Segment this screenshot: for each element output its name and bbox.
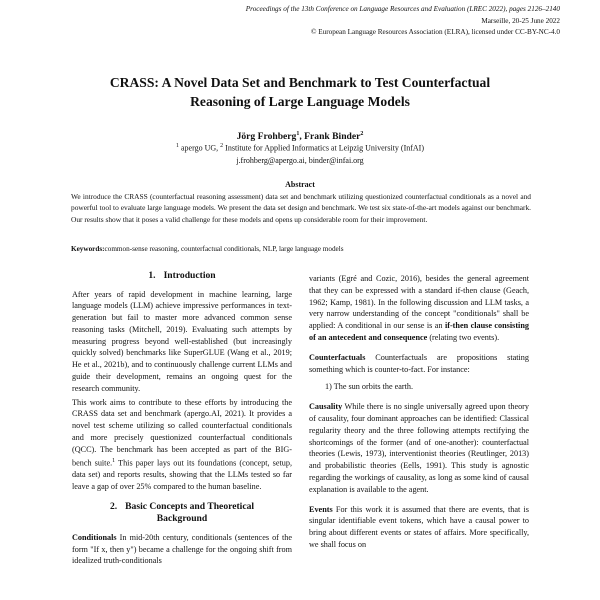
definition-bold: if-then clause consisting of an antecedent and consequence — [309, 321, 529, 342]
author-name: Jörg Frohberg — [236, 131, 297, 143]
right-column — [309, 273, 529, 553]
author-emails: j.frohberg@apergo.ai, binder@infai.org — [236, 155, 364, 165]
author-affil-marker: 1 — [296, 131, 300, 137]
section-title-continued: Background — [156, 513, 208, 525]
conditionals-paragraph — [72, 532, 292, 567]
runin-heading: Events — [309, 504, 333, 514]
intro-paragraph-1: After years of rapid development in machine learning, large language models (LLM) achieve impressive performances in text-generation but fail to master more advanced common sense reasoning tasks (Mitchell, 2019). Evaluating such attempts by measuring progress beyond well-established (but increasingly quickly solved) benchmarks like SuperGLUE (Wang et al., 2019; He et al., 2021b), and to continuously challenge current LLMs and guide their development, remains an ongoing quest for the research community. — [72, 289, 292, 393]
continued-tail: (relating two events). — [427, 332, 500, 342]
counterfactuals-paragraph — [309, 352, 529, 376]
continued-text: variants (Egré and Cozic, 2016), besides the general agreement that they can be expressed with a standard if-then clause (Geach, 1962; Kamp, 1981). In the following discussion and LLM tasks, a very narrow understanding of the concept "conditionals" shall be applied: A conditional in our sense is an — [309, 274, 529, 331]
section-2-heading — [72, 501, 292, 526]
affil-marker: 2 — [220, 143, 224, 149]
runin-heading: Counterfactuals — [309, 352, 366, 362]
left-column — [72, 270, 292, 569]
abstract-heading: Abstract — [285, 180, 315, 189]
copyright-line: © European Language Resources Association (ELRA), licensed under CC-BY-NC-4.0 — [311, 28, 560, 36]
section-title: Basic Concepts and Theoretical — [125, 500, 255, 512]
affiliation-1: apergo UG, — [178, 143, 221, 153]
location-line: Marseille, 20-25 June 2022 — [481, 16, 560, 25]
continued-paragraph — [309, 273, 529, 344]
title-line-2: Reasoning of Large Language Models — [190, 94, 410, 109]
conditionals-text: In mid-20th century, conditionals (sentences of the form "If x, then y") became a challenge for the ongoing shift from idealized truth-conditionals — [72, 532, 292, 566]
proceedings-line: Proceedings of the 13th Conference on Language Resources and Evaluation (LREC 2022), pages 2126–2140 — [245, 5, 560, 13]
section-title: Introduction — [163, 270, 216, 281]
abstract-text: We introduce the CRASS (counterfactual reasoning assessment) data set and benchmark utilizing questionized counterfactual conditionals as a novel and powerful tool to evaluate large language models. We present the data set design and benchmark. We test six state-of-the-art models against our benchmark. Our results show that it poses a valid challenge for these models and opens up considerable room for their improvement. — [71, 192, 531, 224]
runin-heading: Causality — [309, 402, 343, 412]
title-line-1: CRASS: A Novel Data Set and Benchmark to Test Counterfactual — [109, 75, 491, 90]
events-paragraph — [309, 504, 529, 551]
events-text: For this work it is assumed that there are events, that is singular identifiable event tokens, which have a causal power to bring about different events or states of affairs. More specifically, we shall focus on — [309, 504, 529, 549]
causality-paragraph — [309, 401, 529, 495]
intro-paragraph-2-tail: This paper lays out its foundations (concept, setup, data set) and reports results, showing that the LLMs tested so far leave a gap of over 25% compared to the human baseline. — [72, 458, 293, 491]
footnote-marker[interactable]: 1 — [112, 457, 116, 464]
intro-paragraph-2-text: This work aims to contribute to these efforts by introducing the CRASS data set and benchmark (apergo.AI, 2021). It provides a novel test scheme utilizing so called counterfactual conditionals and more precisely questionized counterfactual conditionals (QCC). The benchmark has been accepted as part of the BIG-bench suite. — [72, 397, 292, 468]
keywords-label: Keywords: — [71, 245, 105, 253]
keywords — [71, 244, 531, 254]
author-name: Frank Binder — [304, 131, 361, 143]
intro-paragraph-2 — [72, 397, 292, 493]
affil-marker: 1 — [175, 143, 179, 149]
proceedings-header — [120, 4, 560, 39]
affiliations — [40, 140, 560, 167]
causality-text: While there is no single universally agreed upon theory of causality, four dominant approaches can be identified: Classical regularity theory and the three following attempts rectifying the shortcomings of the former (and of one-another): counterfactual theories (Lewis, 1973), interventionist theories (Reutlinger, 2013) and probabilistic theories (Eells, 1991). This study is agnostic regarding the workings of causality, as long as some kind of causal explanation is available to the agent. — [309, 402, 529, 494]
author-separator: , — [299, 131, 305, 143]
section-number: 2. — [109, 500, 118, 512]
affiliation-2: Institute for Applied Informatics at Leipzig University (InfAI) — [223, 143, 425, 153]
example-sentence: 1) The sun orbits the earth. — [325, 382, 414, 392]
paper-title — [40, 73, 560, 111]
section-number: 1. — [148, 270, 156, 281]
section-1-heading — [72, 270, 292, 283]
author-affil-marker: 2 — [360, 131, 364, 137]
counterfactuals-text: Counterfactuals are propositions stating something which is counter-to-fact. For instance: — [309, 352, 529, 374]
runin-heading: Conditionals — [72, 532, 117, 542]
keywords-text: common-sense reasoning, counterfactual conditionals, NLP, large language models — [104, 245, 344, 253]
